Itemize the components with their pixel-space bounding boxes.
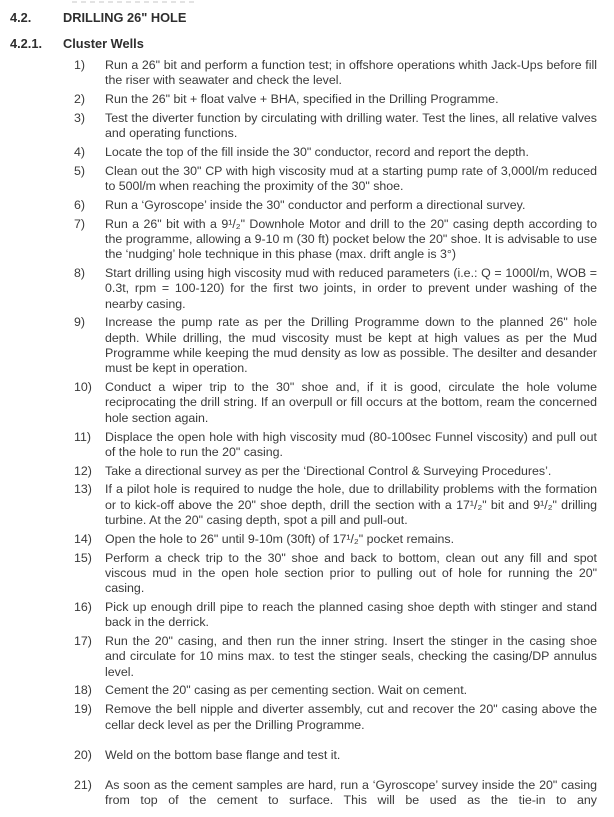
step-text: Pick up enough drill pipe to reach the planned casing shoe depth with stinger and stand back in the derrick.	[105, 600, 597, 630]
subsection-heading	[10, 36, 597, 51]
step-number: 1)	[74, 58, 86, 72]
step-text: Run the 20" casing, and then run the inner string. Insert the stinger in the casing shoe and circulate for 10 mins max. to test the stinger seals, checking the casing/DP annulus level.	[105, 634, 597, 679]
step-number: 10)	[74, 380, 92, 395]
step-text: Run a 26" bit and perform a function test; in offshore operations whith Jack-Ups before fill the riser with seawater and check the level.	[105, 58, 597, 88]
step-number: 3)	[74, 110, 86, 125]
list-item	[74, 266, 597, 312]
subsection-title: Cluster Wells	[63, 36, 144, 51]
step-number: 8)	[74, 266, 86, 281]
list-item	[74, 92, 597, 107]
step-number: 11)	[74, 429, 91, 444]
step-number: 16)	[74, 600, 92, 614]
list-item	[74, 111, 597, 142]
step-number: 7)	[74, 216, 86, 231]
list-item	[74, 748, 597, 763]
list-item	[74, 778, 597, 809]
step-number: 21)	[74, 778, 92, 793]
list-item	[74, 482, 597, 528]
step-number: 18)	[74, 683, 92, 698]
list-item	[74, 430, 597, 461]
step-number: 19)	[74, 702, 92, 717]
step-number: 14)	[74, 531, 92, 546]
list-item	[74, 164, 597, 195]
step-number: 12)	[74, 463, 92, 478]
list-item	[74, 464, 597, 479]
step-number: 17)	[74, 634, 92, 649]
step-number: 2)	[74, 92, 86, 107]
step-text: Open the hole to 26" until 9-10m (30ft) of 17¹/₂" pocket remains.	[105, 531, 455, 546]
step-text: Remove the bell nipple and diverter assembly, cut and recover the 20" casing above the cellar deck level as per the Drilling Programme.	[105, 702, 597, 732]
cropped-line-artifact	[72, 1, 197, 3]
list-item	[74, 634, 597, 680]
step-text: Take a directional survey as per the ‘Directional Control & Surveying Procedures’.	[105, 463, 552, 478]
step-number: 6)	[74, 197, 86, 212]
step-text: Displace the open hole with high viscosity mud (80-100sec Funnel viscosity) and pull out of the hole to run the 20" casing.	[105, 429, 597, 459]
step-text: Clean out the 30" CP with high viscosity mud at a starting pump rate of 3,000l/m reduced to 500l/m when reaching the proximity of the 30" shoe.	[105, 163, 597, 194]
step-number: 15)	[74, 550, 92, 565]
section-heading	[10, 10, 597, 25]
list-item	[74, 600, 597, 631]
step-number: 13)	[74, 482, 92, 497]
step-text: Locate the top of the fill inside the 30" conductor, record and report the depth.	[105, 144, 529, 159]
subsection-number: 4.2.1.	[10, 36, 43, 51]
list-item	[74, 58, 597, 89]
step-text: Start drilling using high viscosity mud with reduced parameters (i.e.: Q = 1000l/m, WOB = 0.3t, rpm = 100-120) for the first two joints, in order to prevent under washing of the nearby casing.	[105, 266, 597, 311]
section-title: DRILLING 26" HOLE	[63, 10, 187, 25]
step-number: 20)	[74, 747, 92, 762]
step-text: Weld on the bottom base flange and test it.	[105, 747, 341, 762]
step-text: Cement the 20" casing as per cementing section. Wait on cement.	[105, 683, 468, 698]
step-number: 9)	[74, 315, 86, 330]
section-number: 4.2.	[10, 10, 32, 25]
step-text: Run a 26" bit with a 9¹/₂" Downhole Motor and drill to the 20" casing depth according to the programme, allowing a 9-10 m (30 ft) pocket below the 20" shoe. It is advisable to use the ‘nudging’ hole technique in this phase (max. drift angle is 3°)	[105, 216, 597, 262]
step-text: Run a ‘Gyroscope’ inside the 30" conductor and perform a directional survey.	[105, 197, 526, 212]
step-text: Perform a check trip to the 30" shoe and back to bottom, clean out any fill and spot viscous mud in the open hole section prior to pulling out of hole for running the 20" casing.	[105, 550, 597, 596]
step-text: Increase the pump rate as per the Drilling Programme down to the planned 26" hole depth. While drilling, the mud viscosity must be kept at high values as per the Mud Programme while keeping the mud density as low as possible. The desilter and desander must be kept in operation.	[105, 315, 597, 376]
list-item	[74, 683, 597, 698]
list-item	[74, 551, 597, 597]
step-number: 5)	[74, 163, 86, 178]
list-item	[74, 532, 597, 547]
list-item	[74, 198, 597, 213]
step-text: Run the 26" bit + float valve + BHA, specified in the Drilling Programme.	[105, 92, 499, 107]
step-text: Test the diverter function by circulating with drilling water. Test the lines, all relative valves and operating functions.	[105, 110, 597, 141]
list-item	[74, 145, 597, 160]
list-item	[74, 217, 597, 263]
step-number: 4)	[74, 144, 86, 159]
list-item	[74, 315, 597, 376]
step-text: Conduct a wiper trip to the 30" shoe and, if it is good, circulate the hole volume reciprocating the drill string. If an overpull or fill occurs at the bottom, ream the concerned hole section again.	[105, 380, 597, 425]
list-item	[74, 702, 597, 733]
procedure-list	[10, 58, 597, 809]
step-text: As soon as the cement samples are hard, run a ‘Gyroscope’ survey inside the 20" casing from top of the cement to surface. This will be used as the tie-in to any	[105, 778, 597, 808]
step-text: If a pilot hole is required to nudge the hole, due to drillability problems with the formation or to kick-off above the 20" shoe depth, drill the section with a 17¹/₂" bit and 9¹/₂" drilling turbine. At the 20" casing depth, spot a pill and pull-out.	[105, 482, 597, 528]
list-item	[74, 380, 597, 426]
